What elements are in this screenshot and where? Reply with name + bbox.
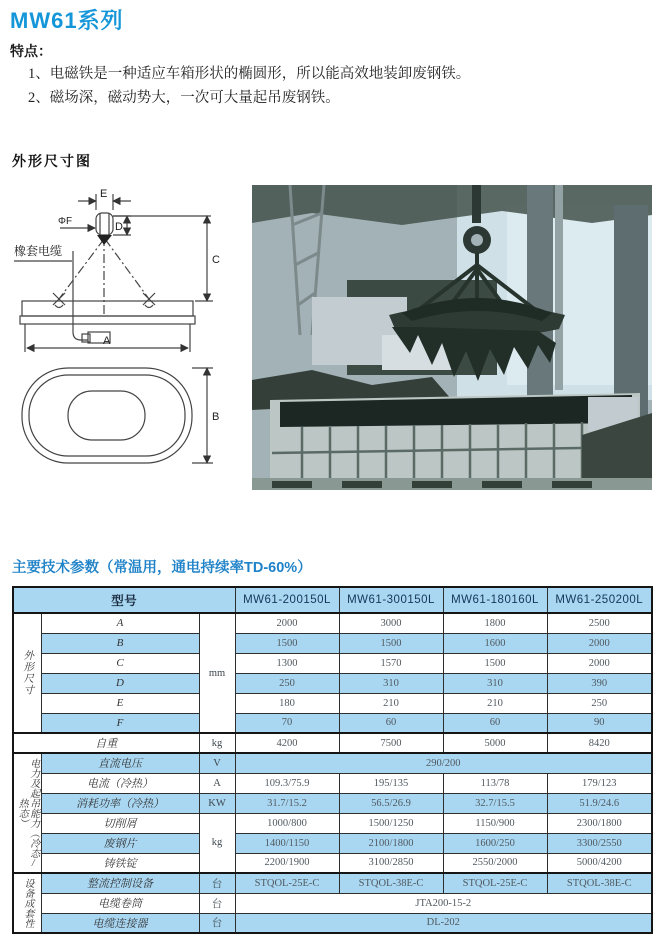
table-row	[13, 853, 652, 873]
table-row	[13, 913, 652, 933]
spec-table	[12, 586, 653, 934]
value-cell: 1300	[235, 653, 339, 673]
table-row	[13, 753, 652, 773]
value-cell: 5000	[443, 733, 547, 753]
row-label: C	[41, 653, 199, 673]
row-label: B	[41, 633, 199, 653]
feature-item: 1、电磁铁是一种适应车箱形状的椭圆形，所以能高效地装卸废钢铁。	[28, 66, 471, 82]
group-label-equipment: 设备成套性	[13, 873, 41, 933]
table-header-row	[13, 587, 652, 613]
cable-label: 橡套电缆	[14, 244, 63, 258]
row-label: 自重	[13, 733, 199, 753]
value-cell: 390	[547, 673, 652, 693]
table-row	[13, 733, 652, 753]
lug-shape	[96, 213, 113, 235]
value-cell: 1500	[235, 633, 339, 653]
dim-label-e: E	[100, 188, 108, 200]
value-cell: 179/123	[547, 773, 652, 793]
row-label: 整流控制设备	[41, 873, 199, 893]
model-header: MW61-250200L	[547, 587, 652, 613]
row-label: F	[41, 713, 199, 733]
value-cell: 1570	[339, 653, 443, 673]
value-cell: 1500	[443, 653, 547, 673]
value-cell: 4200	[235, 733, 339, 753]
value-cell: 1150/900	[443, 813, 547, 833]
unit-label: kg	[199, 733, 235, 753]
table-row	[13, 773, 652, 793]
value-cell: 250	[547, 693, 652, 713]
features-heading: 特点：	[10, 43, 52, 59]
table-row	[13, 613, 652, 633]
row-label: 直流电压	[41, 753, 199, 773]
value-cell: 1400/1150	[235, 833, 339, 853]
value-cell: 2300/1800	[547, 813, 652, 833]
value-cell: 2550/2000	[443, 853, 547, 873]
table-row	[13, 633, 652, 653]
row-label: 电流（冷热）	[41, 773, 199, 793]
merged-value-cell: JTA200-15-2	[235, 893, 652, 913]
row-label: 切削屑	[41, 813, 199, 833]
model-column-label: 型号	[13, 587, 235, 613]
value-cell: 56.5/26.9	[339, 793, 443, 813]
value-cell: 60	[339, 713, 443, 733]
table-row	[13, 673, 652, 693]
value-cell: STQOL-25E-C	[235, 873, 339, 893]
value-cell: 2100/1800	[339, 833, 443, 853]
value-cell: 1800	[443, 613, 547, 633]
unit-label: 台	[199, 893, 235, 913]
row-label: E	[41, 693, 199, 713]
unit-label: kg	[199, 813, 235, 873]
unit-label: 台	[199, 913, 235, 933]
dim-label-d: D	[115, 221, 123, 233]
value-cell: 210	[339, 693, 443, 713]
merged-value-cell: DL-202	[235, 913, 652, 933]
value-cell: 1000/800	[235, 813, 339, 833]
unit-label: mm	[199, 613, 235, 733]
value-cell: 31.7/15.2	[235, 793, 339, 813]
table-row	[13, 833, 652, 853]
value-cell: 250	[235, 673, 339, 693]
value-cell: 2500	[547, 613, 652, 633]
value-cell: 90	[547, 713, 652, 733]
value-cell: 2000	[235, 613, 339, 633]
dim-label-f: ΦF	[58, 216, 73, 227]
value-cell: 2200/1900	[235, 853, 339, 873]
table-row	[13, 893, 652, 913]
row-label: 电缆卷筒	[41, 893, 199, 913]
row-label: 消耗功率（冷热）	[41, 793, 199, 813]
value-cell: 1600/250	[443, 833, 547, 853]
table-row	[13, 813, 652, 833]
value-cell: 109.3/75.9	[235, 773, 339, 793]
value-cell: 195/135	[339, 773, 443, 793]
feature-item: 2、磁场深，磁动势大，一次可大量起吊废钢铁。	[28, 90, 340, 106]
application-photo	[252, 185, 652, 490]
group-label-dimensions: 外形尺寸	[13, 613, 41, 733]
diagram-heading: 外形尺寸图	[12, 153, 92, 169]
table-row	[13, 873, 652, 893]
model-header: MW61-180160L	[443, 587, 547, 613]
unit-label: 台	[199, 873, 235, 893]
unit-label: KW	[199, 793, 235, 813]
value-cell: 2000	[547, 633, 652, 653]
value-cell: 210	[443, 693, 547, 713]
value-cell: 2000	[547, 653, 652, 673]
value-cell: 180	[235, 693, 339, 713]
row-label: 电缆连接器	[41, 913, 199, 933]
value-cell: STQOL-38E-C	[339, 873, 443, 893]
row-label: 铸铁锭	[41, 853, 199, 873]
unit-label: V	[199, 753, 235, 773]
dim-label-b: B	[212, 411, 220, 423]
model-header: MW61-200150L	[235, 587, 339, 613]
model-header: MW61-300150L	[339, 587, 443, 613]
page-title: MW61系列	[10, 8, 124, 33]
value-cell: 70	[235, 713, 339, 733]
value-cell: 8420	[547, 733, 652, 753]
value-cell: 60	[443, 713, 547, 733]
value-cell: 310	[443, 673, 547, 693]
value-cell: STQOL-25E-C	[443, 873, 547, 893]
value-cell: 7500	[339, 733, 443, 753]
value-cell: 51.9/24.6	[547, 793, 652, 813]
value-cell: 310	[339, 673, 443, 693]
table-row	[13, 653, 652, 673]
unit-label: A	[199, 773, 235, 793]
table-row	[13, 713, 652, 733]
group-label-power: 电力及起吊能力（冷态/热态）	[13, 753, 41, 873]
value-cell: 3300/2550	[547, 833, 652, 853]
table-row	[13, 793, 652, 813]
value-cell: 32.7/15.5	[443, 793, 547, 813]
value-cell: 5000/4200	[547, 853, 652, 873]
value-cell: 1600	[443, 633, 547, 653]
table-row	[13, 693, 652, 713]
row-label: 废钢片	[41, 833, 199, 853]
value-cell: 3100/2850	[339, 853, 443, 873]
value-cell: 1500	[339, 633, 443, 653]
row-label: D	[41, 673, 199, 693]
value-cell: 113/78	[443, 773, 547, 793]
row-label: A	[41, 613, 199, 633]
dim-label-a: A	[103, 335, 111, 347]
merged-value-cell: 290/200	[235, 753, 652, 773]
value-cell: 3000	[339, 613, 443, 633]
dim-label-c: C	[212, 254, 220, 266]
dimension-diagram	[14, 182, 230, 488]
value-cell: 1500/1250	[339, 813, 443, 833]
specs-heading: 主要技术参数（常温用，通电持续率TD-60%）	[12, 560, 312, 576]
value-cell: STQOL-38E-C	[547, 873, 652, 893]
